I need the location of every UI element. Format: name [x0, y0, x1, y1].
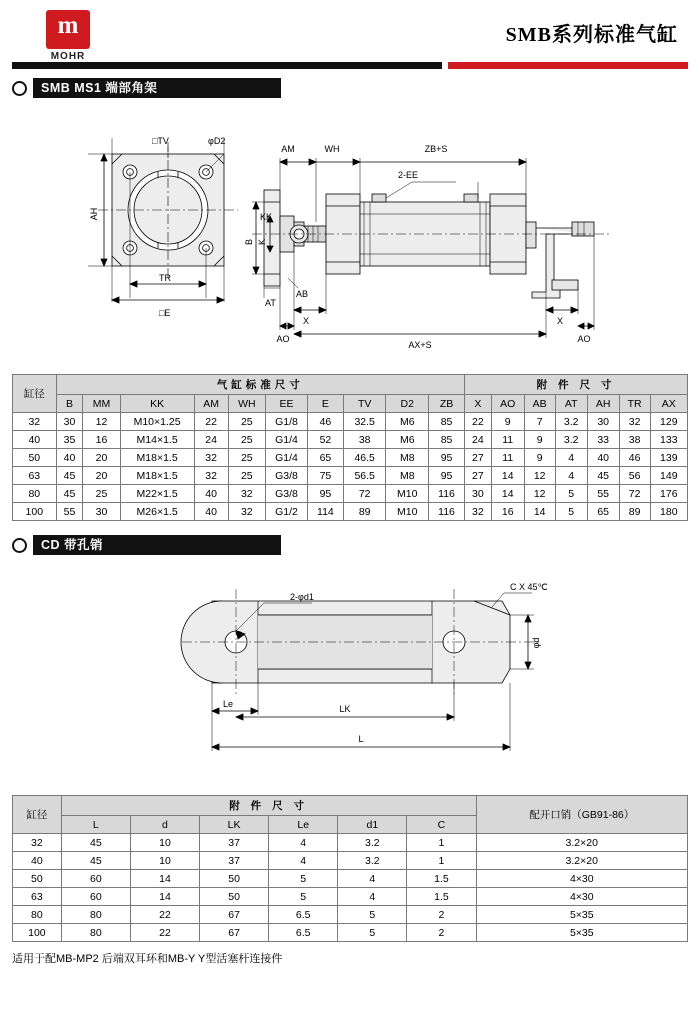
label-x-mid: X: [302, 316, 310, 326]
cell: M18×1.5: [120, 449, 194, 467]
cell: 25: [228, 413, 265, 431]
cell: 37: [200, 834, 269, 852]
col-wh: WH: [228, 395, 265, 413]
table-row: [13, 834, 688, 852]
cell: 3.2: [555, 413, 587, 431]
cell: 46: [619, 449, 650, 467]
cell: 95: [429, 467, 465, 485]
cell: 6.5: [269, 924, 338, 942]
cell-bore: 80: [13, 906, 62, 924]
cell: 85: [429, 413, 465, 431]
cell: 5: [555, 485, 587, 503]
col-tr: TR: [619, 395, 650, 413]
cell: 139: [650, 449, 687, 467]
cell: 5: [555, 503, 587, 521]
cell: 32: [228, 485, 265, 503]
section-header-smb-ms1: [12, 78, 688, 98]
label-am: AM: [281, 144, 295, 154]
label-k: K: [257, 238, 267, 246]
cell: 1.5: [407, 888, 476, 906]
cell: 75: [307, 467, 343, 485]
label-tv: □TV: [152, 136, 169, 146]
table-row: [13, 431, 688, 449]
cell: M6: [386, 431, 429, 449]
cell: 46.5: [343, 449, 386, 467]
table-row: [13, 485, 688, 503]
cell: M8: [386, 449, 429, 467]
cell-bore: 100: [13, 503, 57, 521]
cell: 25: [228, 467, 265, 485]
cell: 16: [83, 431, 120, 449]
cell: 55: [587, 485, 619, 503]
cell: 133: [650, 431, 687, 449]
col-group-accessory: 附 件 尺 寸: [61, 796, 476, 816]
cell: 56.5: [343, 467, 386, 485]
bullet-icon: [12, 538, 27, 553]
drawing-cd-pin-svg: [12, 559, 688, 795]
cell: 4: [269, 852, 338, 870]
drawing-cd-pin: [12, 559, 688, 795]
label-d2: φD2: [208, 136, 226, 146]
col-mm: MM: [83, 395, 120, 413]
cell: 20: [83, 449, 120, 467]
cell: M26×1.5: [120, 503, 194, 521]
cell: 40: [194, 503, 228, 521]
cell: 3.2: [338, 852, 407, 870]
cell: 3.2: [555, 431, 587, 449]
cell: 9: [524, 431, 555, 449]
label-x-right: X: [556, 316, 564, 326]
label-le: Le: [222, 699, 234, 709]
cell: 85: [429, 431, 465, 449]
cell: 89: [619, 503, 650, 521]
cell: 67: [200, 924, 269, 942]
table-row: [13, 870, 688, 888]
cell: 4: [269, 834, 338, 852]
label-tr: TR: [159, 273, 171, 283]
cell-pin: 5×35: [476, 906, 687, 924]
table-row: [13, 924, 688, 942]
table-row: [13, 852, 688, 870]
cell: 95: [429, 449, 465, 467]
cell-bore: 32: [13, 834, 62, 852]
cell: G1/2: [265, 503, 307, 521]
brand-logo: [38, 10, 98, 62]
col-ab: AB: [524, 395, 555, 413]
cell: 65: [307, 449, 343, 467]
cell: 5: [338, 906, 407, 924]
table-row: [13, 449, 688, 467]
cell: M18×1.5: [120, 467, 194, 485]
cell: 32: [619, 413, 650, 431]
logo-wordmark: MOHR: [50, 51, 86, 62]
drawing-smb-ms1-svg: [12, 102, 688, 374]
cell-pin: 3.2×20: [476, 834, 687, 852]
cell: 38: [619, 431, 650, 449]
label-ao-right: AO: [577, 334, 591, 344]
cell: 14: [130, 870, 199, 888]
table-row: [13, 467, 688, 485]
label-wh: WH: [324, 144, 340, 154]
table-cd-pin-dimensions: [12, 795, 688, 942]
cell: 11: [491, 449, 524, 467]
col-kk: KK: [120, 395, 194, 413]
cell: 27: [464, 449, 491, 467]
cell: 35: [56, 431, 83, 449]
col-ah: AH: [587, 395, 619, 413]
cell: 80: [61, 906, 130, 924]
cell-pin: 5×35: [476, 924, 687, 942]
col-e: E: [307, 395, 343, 413]
cell: 32: [194, 467, 228, 485]
bullet-icon: [12, 81, 27, 96]
cell: 45: [61, 834, 130, 852]
cell: 45: [61, 852, 130, 870]
table-row: [13, 375, 688, 395]
cell: 20: [83, 467, 120, 485]
cell: 9: [491, 413, 524, 431]
cell: 40: [56, 449, 83, 467]
label-lk: LK: [339, 704, 351, 714]
cell: 45: [587, 467, 619, 485]
cell: 7: [524, 413, 555, 431]
cell: 129: [650, 413, 687, 431]
col-l: L: [61, 816, 130, 834]
table-row: [13, 906, 688, 924]
table-row: [13, 888, 688, 906]
section-header-cd: [12, 535, 688, 555]
cell: 30: [587, 413, 619, 431]
col-pin: 配开口销（GB91-86）: [476, 796, 687, 834]
cell-pin: 4×30: [476, 888, 687, 906]
cell: G1/4: [265, 449, 307, 467]
table-smb-ms1-dimensions: [12, 374, 688, 521]
cell: 114: [307, 503, 343, 521]
cell: 80: [61, 924, 130, 942]
cell: 37: [200, 852, 269, 870]
cell: 1: [407, 834, 476, 852]
cell: 27: [464, 467, 491, 485]
col-ax: AX: [650, 395, 687, 413]
label-e: □E: [159, 308, 171, 318]
col-d2: D2: [386, 395, 429, 413]
label-holes: 2-φd1: [290, 592, 314, 602]
cell-bore: 100: [13, 924, 62, 942]
cell: 50: [200, 870, 269, 888]
col-zb: ZB: [429, 395, 465, 413]
cell-bore: 40: [13, 852, 62, 870]
cell: 2: [407, 906, 476, 924]
cell-bore: 50: [13, 449, 57, 467]
table-row: [13, 796, 688, 816]
cell-bore: 32: [13, 413, 57, 431]
cell: M8: [386, 467, 429, 485]
cell: G1/8: [265, 413, 307, 431]
cell: 2: [407, 924, 476, 942]
cell: 116: [429, 485, 465, 503]
cell: 22: [194, 413, 228, 431]
cell: 33: [587, 431, 619, 449]
cell: 60: [61, 870, 130, 888]
cell: 45: [56, 467, 83, 485]
cell: 24: [194, 431, 228, 449]
label-ab: AB: [296, 289, 309, 299]
col-am: AM: [194, 395, 228, 413]
col-bore: 缸径: [13, 796, 62, 834]
cell: 30: [83, 503, 120, 521]
header-rule-black: [12, 62, 442, 69]
cell: 22: [464, 413, 491, 431]
cell: 5: [269, 888, 338, 906]
cell: M6: [386, 413, 429, 431]
cell: 52: [307, 431, 343, 449]
cell: 6.5: [269, 906, 338, 924]
label-ah: AH: [89, 207, 99, 221]
cell: 12: [524, 485, 555, 503]
cell: 1.5: [407, 870, 476, 888]
cell: 14: [130, 888, 199, 906]
cell: 10: [130, 852, 199, 870]
table-row: [13, 413, 688, 431]
label-l: L: [358, 734, 364, 744]
cell: 14: [524, 503, 555, 521]
page-footnote: 适用于配MB-MP2 后端双耳环和MB-Y Y型活塞杆连接件: [12, 953, 283, 965]
col-c: C: [407, 816, 476, 834]
cell: 40: [587, 449, 619, 467]
cell-bore: 40: [13, 431, 57, 449]
cell-pin: 3.2×20: [476, 852, 687, 870]
cell: 16: [491, 503, 524, 521]
cell: 60: [61, 888, 130, 906]
label-ee: 2-EE: [397, 170, 419, 180]
label-phi-d: φd: [531, 637, 541, 649]
cell: 40: [194, 485, 228, 503]
cell: G1/4: [265, 431, 307, 449]
section-title-cd: CD 带孔销: [33, 535, 281, 555]
cell: G3/8: [265, 467, 307, 485]
cell: 30: [56, 413, 83, 431]
cell: 45: [56, 485, 83, 503]
cell: 67: [200, 906, 269, 924]
cell: M22×1.5: [120, 485, 194, 503]
cell: 50: [200, 888, 269, 906]
cell: 22: [130, 924, 199, 942]
cell: M14×1.5: [120, 431, 194, 449]
table-row: [13, 395, 688, 413]
label-at: AT: [265, 298, 276, 308]
cell: 25: [228, 449, 265, 467]
cell: 25: [228, 431, 265, 449]
table-row: [13, 503, 688, 521]
cell: M10×1.25: [120, 413, 194, 431]
cell: 4: [338, 870, 407, 888]
col-ao: AO: [491, 395, 524, 413]
cell: M10: [386, 485, 429, 503]
page-header: [0, 0, 700, 78]
cell: M10: [386, 503, 429, 521]
cell: 32: [194, 449, 228, 467]
cell: 4: [555, 449, 587, 467]
logo-mark: m: [46, 10, 90, 49]
col-group-standard: 气缸标准尺寸: [56, 375, 464, 395]
label-b: B: [244, 238, 254, 246]
col-le: Le: [269, 816, 338, 834]
page-title: SMB系列标准气缸: [505, 24, 678, 46]
cell: 32: [464, 503, 491, 521]
cell: 5: [269, 870, 338, 888]
cell-pin: 4×30: [476, 870, 687, 888]
cell: 30: [464, 485, 491, 503]
cell: 25: [83, 485, 120, 503]
cell: 176: [650, 485, 687, 503]
cell-bore: 50: [13, 870, 62, 888]
cell: G3/8: [265, 485, 307, 503]
cell: 180: [650, 503, 687, 521]
label-chamfer: C X 45℃: [510, 582, 548, 592]
cell: 10: [130, 834, 199, 852]
cell: 5: [338, 924, 407, 942]
cell: 3.2: [338, 834, 407, 852]
cell-bore: 80: [13, 485, 57, 503]
cell-bore: 63: [13, 888, 62, 906]
cell: 22: [130, 906, 199, 924]
cell: 4: [555, 467, 587, 485]
label-zbs: ZB+S: [424, 144, 448, 154]
header-rule-red: [448, 62, 688, 69]
col-x: X: [464, 395, 491, 413]
col-lk: LK: [200, 816, 269, 834]
cell: 149: [650, 467, 687, 485]
cell: 32.5: [343, 413, 386, 431]
cell: 14: [491, 485, 524, 503]
col-group-accessory: 附 件 尺 寸: [464, 375, 687, 395]
cell: 32: [228, 503, 265, 521]
drawing-smb-ms1: [12, 102, 688, 374]
col-ee: EE: [265, 395, 307, 413]
cell: 11: [491, 431, 524, 449]
cell: 55: [56, 503, 83, 521]
label-kk: KK: [260, 212, 273, 222]
cell: 12: [524, 467, 555, 485]
cell: 89: [343, 503, 386, 521]
cell: 38: [343, 431, 386, 449]
col-d: d: [130, 816, 199, 834]
cell: 46: [307, 413, 343, 431]
cell: 56: [619, 467, 650, 485]
cell-bore: 63: [13, 467, 57, 485]
cell: 95: [307, 485, 343, 503]
cell: 72: [343, 485, 386, 503]
cell: 24: [464, 431, 491, 449]
cell: 14: [491, 467, 524, 485]
cell: 12: [83, 413, 120, 431]
cell: 65: [587, 503, 619, 521]
col-b: B: [56, 395, 83, 413]
label-ao-left: AO: [276, 334, 290, 344]
cell: 1: [407, 852, 476, 870]
cell: 116: [429, 503, 465, 521]
cell: 9: [524, 449, 555, 467]
cell: 4: [338, 888, 407, 906]
label-axs: AX+S: [408, 340, 432, 350]
col-bore: 缸径: [13, 375, 57, 413]
col-d1: d1: [338, 816, 407, 834]
col-tv: TV: [343, 395, 386, 413]
col-at: AT: [555, 395, 587, 413]
cell: 72: [619, 485, 650, 503]
section-title-smb-ms1: SMB MS1 端部角架: [33, 78, 281, 98]
